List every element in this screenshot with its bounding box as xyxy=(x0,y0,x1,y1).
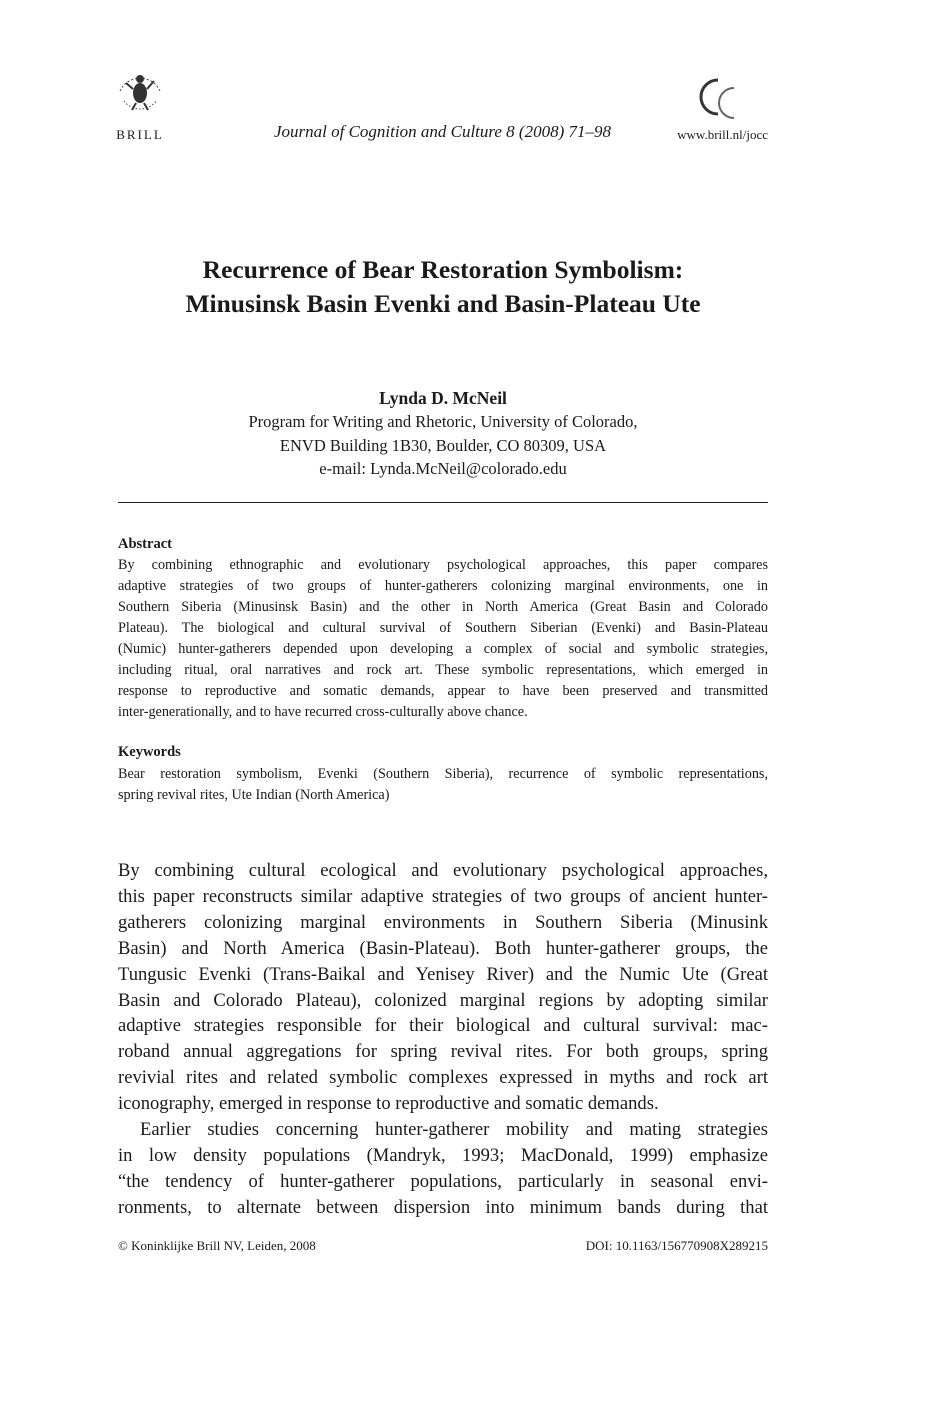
body-line: By combining cultural ecological and evolutionary psychological approaches, xyxy=(118,860,768,881)
copyright-notice: © Koninklijke Brill NV, Leiden, 2008 xyxy=(118,1238,316,1253)
journal-url[interactable]: www.brill.nl/jocc xyxy=(677,127,768,142)
abstract-line: adaptive strategies of two groups of hunter-gatherers colonizing marginal environments, one in xyxy=(118,578,768,594)
abstract-line: including ritual, oral narratives and rock art. These symbolic representations, which emerged in xyxy=(118,662,768,678)
body-line: Earlier studies concerning hunter-gatherer mobility and mating strategies xyxy=(140,1119,768,1141)
body-line: Basin and Colorado Plateau), colonized marginal regions by adopting similar xyxy=(118,989,768,1011)
header-divider xyxy=(118,502,768,503)
article-title xyxy=(118,253,768,321)
body-paragraph xyxy=(118,858,768,1117)
body-paragraph xyxy=(118,1117,768,1221)
body-line: iconography, emerged in response to reproductive and somatic demands. xyxy=(118,1093,659,1115)
abstract-line: By combining ethnographic and evolutionary psychological approaches, this paper compares xyxy=(118,557,768,573)
keywords-line: Bear restoration symbolism, Evenki (Southern Siberia), recurrence of symbolic representations, xyxy=(118,766,768,782)
abstract-line: inter-generationally, and to have recurred cross-culturally above chance. xyxy=(118,704,528,720)
author-address: ENVD Building 1B30, Boulder, CO 80309, USA xyxy=(279,435,607,455)
author-name: Lynda D. McNeil xyxy=(379,388,507,408)
body-line: Tungusic Evenki (Trans-Baikal and Yenisey River) and the Numic Ute (Great xyxy=(118,963,768,985)
body-line: revivial rites and related symbolic complexes expressed in myths and rock art xyxy=(118,1067,768,1089)
brill-seal-icon xyxy=(114,55,166,117)
abstract-line: Plateau). The biological and cultural survival of Southern Siberian (Evenki) and Basin-Plateau xyxy=(118,620,768,636)
keywords-text xyxy=(118,764,768,806)
author-block xyxy=(118,386,768,481)
journal-citation: Journal of Cognition and Culture 8 (2008) 71–98 xyxy=(273,122,611,141)
author-email[interactable]: e-mail: Lynda.McNeil@colorado.edu xyxy=(319,459,567,478)
cc-logo-icon xyxy=(690,74,750,122)
abstract-text xyxy=(118,555,768,723)
body-line: adaptive strategies responsible for their biological and cultural survival: mac- xyxy=(118,1015,768,1037)
body-line: “the tendency of hunter-gatherer populations, particularly in seasonal envi- xyxy=(118,1170,768,1192)
publisher-name: BRILL xyxy=(116,127,164,142)
abstract-heading: Abstract xyxy=(118,536,172,552)
body-line: in low density populations (Mandryk, 1993; MacDonald, 1999) emphasize xyxy=(118,1144,768,1166)
keywords-heading: Keywords xyxy=(118,744,181,760)
doi-identifier[interactable]: DOI: 10.1163/156770908X289215 xyxy=(585,1238,768,1253)
abstract-line: (Numic) hunter-gatherers depended upon developing a complex of social and symbolic strategies, xyxy=(118,641,768,657)
abstract-line: Southern Siberia (Minusinsk Basin) and the other in North America (Great Basin and Colorado xyxy=(118,599,768,615)
title-line: Recurrence of Bear Restoration Symbolism: xyxy=(202,255,684,284)
body-text xyxy=(118,858,768,1221)
body-line: gatherers colonizing marginal environments in Southern Siberia (Minusink xyxy=(118,911,768,933)
body-line: this paper reconstructs similar adaptive strategies of two groups of ancient hunter- xyxy=(118,885,768,907)
body-line: Basin) and North America (Basin-Plateau). Both hunter-gatherer groups, the xyxy=(118,937,768,959)
body-line: roband annual aggregations for spring revival rites. For both groups, spring xyxy=(118,1041,768,1063)
journal-cc-logo xyxy=(690,74,750,122)
abstract-line: response to reproductive and somatic demands, appear to have been preserved and transmitted xyxy=(118,683,768,699)
author-affiliation: Program for Writing and Rhetoric, University of Colorado, xyxy=(248,412,638,431)
body-line: ronments, to alternate between dispersion into minimum bands during that xyxy=(118,1196,768,1218)
title-line: Minusinsk Basin Evenki and Basin-Plateau Ute xyxy=(185,289,701,318)
keywords-line: spring revival rites, Ute Indian (North America) xyxy=(118,787,390,803)
